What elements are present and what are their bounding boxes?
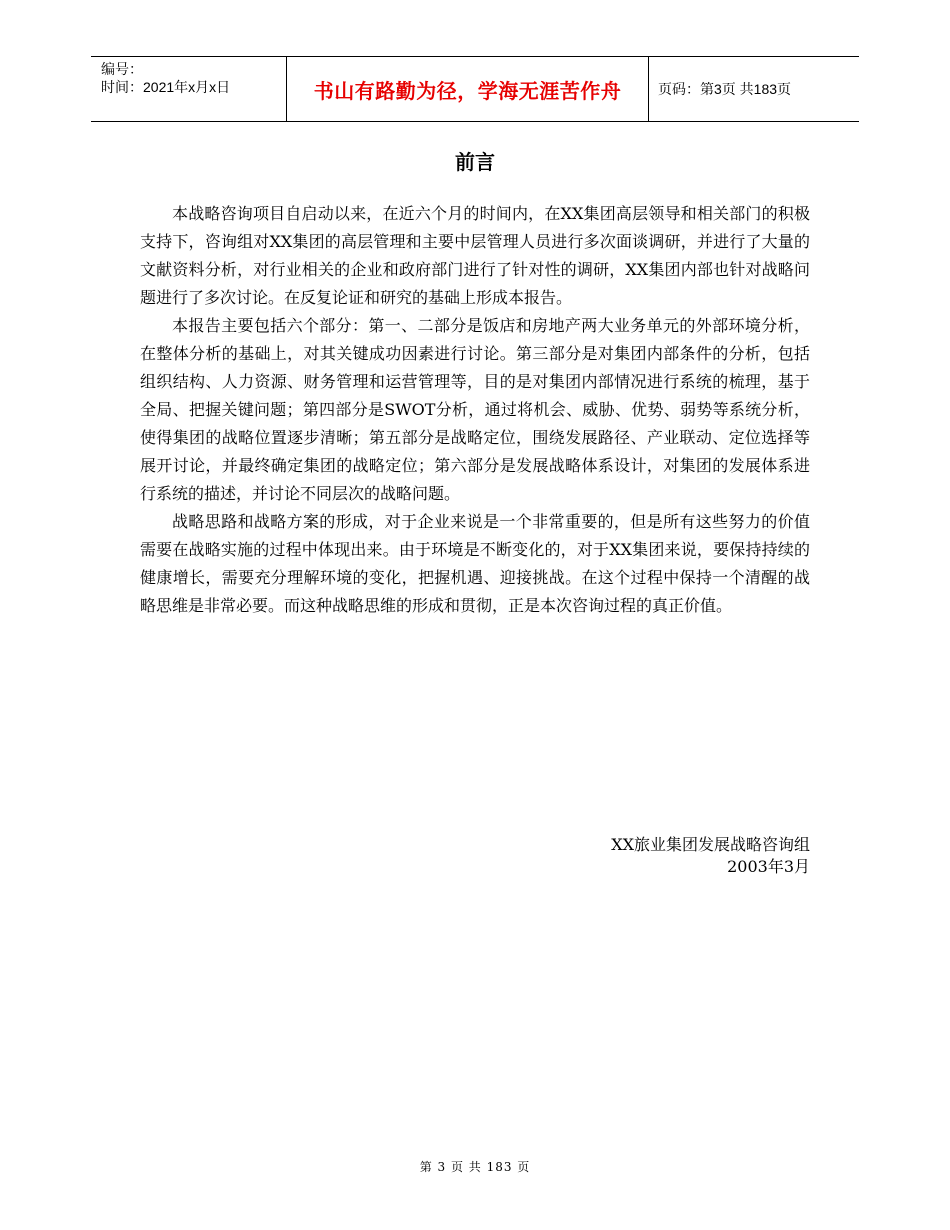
page-title: 前言 [455,150,495,174]
page-header [91,56,859,122]
signature-block [611,834,810,878]
page-footer: 第 3 页 共 183 页 [419,1160,531,1174]
paragraph: 战略思路和战略方案的形成，对于企业来说是一个非常重要的，但是所有这些努力的价值需要在战略实施的过程中体现出来。由于环境是不断变化的，对于XX集团来说，要保持持续的健康增长，需要充分理解环境的变化，把握机遇、迎接挑战。在这个过程中保持一个清醒的战略思维是非常必要。而这种战略思维的形成和贯彻，正是本次咨询过程的真正价值。 [140,512,810,615]
signature-date: 2003年3月 [727,857,810,876]
document-body [140,200,810,620]
signature-organization: XX旅业集团发展战略咨询组 [611,835,810,854]
paragraph: 本报告主要包括六个部分：第一、二部分是饭店和房地产两大业务单元的外部环境分析，在整体分析的基础上，对其关键成功因素进行讨论。第三部分是对集团内部条件的分析，包括组织结构、人力资源、财务管理和运营管理等，目的是对集团内部情况进行系统的梳理，基于全局、把握关键问题；第四部分是SWOT分析，通过将机会、威胁、优势、弱势等系统分析，使得集团的战略位置逐步清晰；第五部分是战略定位，围绕发展路径、产业联动、定位选择等展开讨论，并最终确定集团的战略定位；第六部分是发展战略体系设计，对集团的发展体系进行系统的描述，并讨论不同层次的战略问题。 [140,316,810,503]
header-page-info: 页码：第3页 共183页 [658,81,792,97]
paragraph: 本战略咨询项目自启动以来，在近六个月的时间内，在XX集团高层领导和相关部门的积极支持下，咨询组对XX集团的高层管理和主要中层管理人员进行多次面谈调研，并进行了大量的文献资料分析，对行业相关的企业和政府部门进行了针对性的调研，XX集团内部也针对战略问题进行了多次讨论。在反复论证和研究的基础上形成本报告。 [140,204,810,307]
header-meta [101,60,230,96]
header-motto: 书山有路勤为径，学海无涯苦作舟 [313,78,622,103]
header-motto-cell [286,57,649,121]
document-number-label: 编号： [101,61,143,77]
document-time-label: 时间：2021年x月x日 [101,79,231,95]
